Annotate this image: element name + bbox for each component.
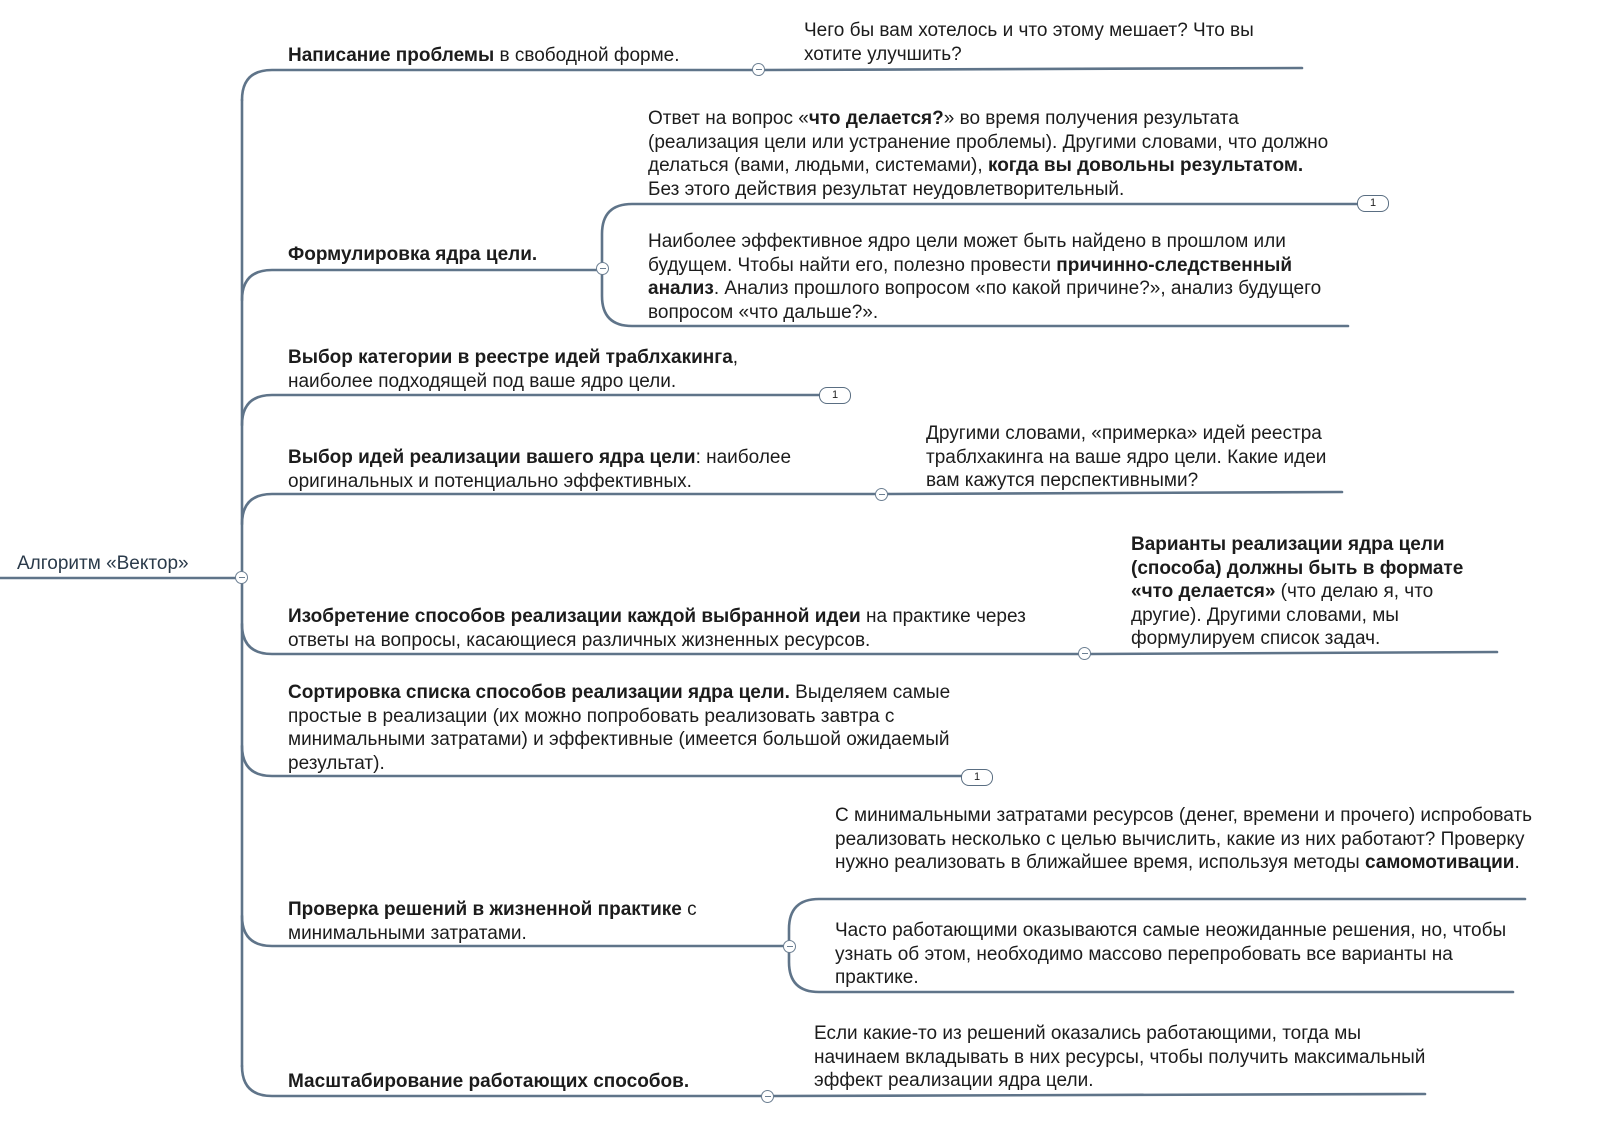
root-collapse-toggle[interactable] bbox=[235, 571, 248, 584]
collapse-toggle-ideas-choice[interactable] bbox=[875, 488, 888, 501]
subtopic-goal-core-analysis[interactable]: Наиболее эффективное ядро цели может быть найдено в прошлом или будущем. Чтобы найти его, полезно провести причинно-следственный анализ. Анализ прошлого вопросом «по какой причине?», анализ будущего вопросом «что дальше?». bbox=[648, 231, 1322, 323]
topic-problem-statement[interactable]: Написание проблемы в свободной форме. bbox=[288, 45, 680, 66]
branch-connector bbox=[242, 395, 820, 425]
topic-goal-core[interactable]: Формулировка ядра цели. bbox=[288, 244, 538, 265]
topic-methods-sorting[interactable]: Сортировка списка способов реализации ядра цели. Выделяем самые простые в реализации (их можно попробовать реализовать завтра с минимальными затратами) и эффективные (имеется большой ожидаемый результат). bbox=[288, 682, 951, 774]
collapsed-count-badge[interactable]: 1 bbox=[961, 769, 993, 786]
subtopic-problem-question[interactable]: Чего бы вам хотелось и что этому мешает? Что вы хотите улучшить? bbox=[804, 20, 1254, 65]
topic-practice-check[interactable]: Проверка решений в жизненной практике с минимальными затратами. bbox=[288, 899, 697, 944]
sub-connector bbox=[773, 1094, 1425, 1096]
subtopic-goal-core-answer[interactable]: Ответ на вопрос «что делается?» во время получения результата (реализация цели или устранение проблемы). Другими словами, что должно делаться (вами, людьми, системами), когда вы довольны результатом. Без этого действия результат неудовлетворительный. bbox=[648, 108, 1329, 200]
branch-connector bbox=[242, 494, 881, 524]
collapse-toggle-problem-statement[interactable] bbox=[752, 63, 765, 76]
root-topic[interactable]: Алгоритм «Вектор» bbox=[17, 553, 189, 574]
subtopic-methods-format[interactable]: Варианты реализации ядра цели (способа) должны быть в формате «что делается» (что делаю я, что другие). Другими словами, мы формулируем список задач. bbox=[1131, 534, 1464, 649]
sub-connector bbox=[764, 68, 1302, 70]
topic-ideas-choice[interactable]: Выбор идей реализации вашего ядра цели: наиболее оригинальных и потенциально эффективных. bbox=[288, 447, 792, 492]
collapse-toggle-goal-core[interactable] bbox=[596, 262, 609, 275]
collapse-toggle-scaling[interactable] bbox=[761, 1090, 774, 1103]
subtopic-practice-low-cost[interactable]: С минимальными затратами ресурсов (денег, времени и прочего) испробовать реализовать несколько с целью вычислить, какие из них работают? Проверку нужно реализовать в ближайшее время, используя методы самомотивации. bbox=[835, 805, 1533, 873]
subtopic-ideas-fitting[interactable]: Другими словами, «примерка» идей реестра траблхакинга на ваше ядро цели. Какие идеи вам кажутся перспективными? bbox=[926, 423, 1327, 491]
sub-connector bbox=[1091, 652, 1497, 654]
collapse-toggle-practice-check[interactable] bbox=[783, 940, 796, 953]
collapse-toggle-methods-invention[interactable] bbox=[1078, 647, 1091, 660]
subtopic-practice-unexpected[interactable]: Часто работающими оказываются самые неожиданные решения, но, чтобы узнать об этом, необходимо массово перепробовать все варианты на практике. bbox=[835, 920, 1507, 988]
collapsed-count-badge[interactable]: 1 bbox=[819, 387, 851, 404]
branch-connector bbox=[242, 70, 758, 100]
collapsed-count-badge[interactable]: 1 bbox=[1357, 195, 1389, 212]
subtopic-scaling-invest[interactable]: Если какие-то из решений оказались работающими, тогда мы начинаем вкладывать в них ресурсы, чтобы получить максимальный эффект реализации ядра цели. bbox=[814, 1023, 1426, 1091]
branch-connector bbox=[242, 270, 602, 300]
topic-scaling[interactable]: Масштабирование работающих способов. bbox=[288, 1071, 690, 1092]
topic-methods-invention[interactable]: Изобретение способов реализации каждой выбранной идеи на практике через ответы на вопросы, касающиеся различных жизненных ресурсов. bbox=[288, 606, 1026, 651]
topic-category-choice[interactable]: Выбор категории в реестре идей траблхакинга, наиболее подходящей под ваше ядро цели. bbox=[288, 347, 739, 392]
